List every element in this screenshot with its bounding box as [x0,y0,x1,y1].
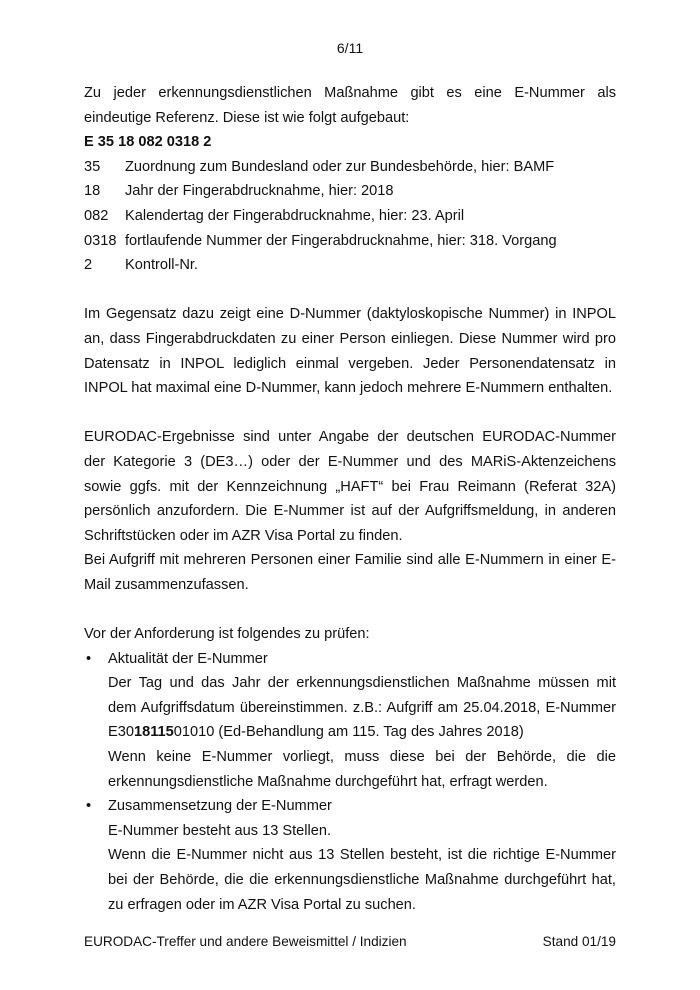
code-description: fortlaufende Nummer der Fingerabdrucknahme, hier: 318. Vorgang [125,232,557,249]
code-key: 082 [84,207,109,224]
bullet-item-aktualitaet [84,647,616,795]
bullet-title: Aktualität der E-Nummer [108,650,268,667]
bullet-icon: • [86,650,92,667]
code-key: 0318 [84,232,117,249]
code-description: Jahr der Fingerabdrucknahme, hier: 2018 [125,183,394,200]
bullet-title: Zusammensetzung der E-Nummer [108,798,332,815]
bullet-text: Wenn die E-Nummer nicht aus 13 Stellen besteht, ist die richtige E-Nummer bei der Behörde, die die erkennungsdienstliche Maßnahme durchgeführt hat, zu erfragen oder im AZR Visa Portal zu suchen. [108,847,616,913]
bullet-text [108,671,616,745]
intro-paragraph: Zu jeder erkennungsdienstlichen Maßnahme gibt es eine E-Nummer als eindeutige Referenz. Diese ist wie folgt aufgebaut: [84,85,616,126]
family-paragraph: Bei Aufgriff mit mehreren Personen einer Familie sind alle E-Nummern in einer E-Mail zusammenzufassen. [84,552,616,593]
footer-date: Stand 01/19 [542,934,616,949]
document-body [84,81,616,917]
bullet-body [108,647,616,795]
code-description: Zuordnung zum Bundesland oder zur Bundesbehörde, hier: BAMF [125,158,555,175]
spacer [84,401,616,426]
check-intro: Vor der Anforderung ist folgendes zu prüfen: [84,626,370,643]
code-description: Kontroll-Nr. [125,257,198,274]
page-number: 6/11 [336,40,364,56]
bullet-text-main: Der Tag und das Jahr der erkennungsdienstlichen Maßnahme müssen mit dem Aufgriffsdatum übereinstimmen. z.B.: Aufgriff am 25.04.2018, E-Nummer [108,675,616,716]
code-key: 2 [84,257,93,274]
code-row [84,204,616,229]
bullet-item-zusammensetzung [84,794,616,917]
bullet-text: Wenn keine E-Nummer vorliegt, muss diese bei der Behörde, die die erkennungsdienstliche Maßnahme durchgeführt hat, erfragt werden. [108,749,616,790]
example-suffix: 01010 (Ed-Behandlung am 115. Tag des Jahres 2018) [173,724,524,741]
example-highlight: 18115 [133,724,174,741]
spacer [84,597,616,622]
code-description: Kalendertag der Fingerabdrucknahme, hier: 23. April [125,207,465,224]
bullet-text: E-Nummer besteht aus 13 Stellen. [108,822,332,839]
spacer [84,278,616,303]
eurodac-paragraph: EURODAC-Ergebnisse sind unter Angabe der deutschen EURODAC-Nummer der Kategorie 3 (DE3…) oder der E-Nummer und des MARiS-Aktenzeichens sowie ggfs. mit der Kennzeichnung „HAFT“ bei Frau Reimann (Referat 32A) persönlich anzufordern. Die E-Nummer ist auf der Aufgriffsmeldung, in anderen Schriftstücken oder im AZR Visa Portal zu finden. [84,429,616,544]
code-row [84,253,616,278]
code-row [84,179,616,204]
example-e-number: E 35 18 082 0318 2 [84,134,212,151]
code-row [84,155,616,180]
code-key: 18 [84,183,101,200]
footer-title: EURODAC-Treffer und andere Beweismittel / Indizien [84,934,407,949]
bullet-body [108,794,616,917]
code-row [84,229,616,254]
e-number-structure-list [84,155,616,278]
bullet-icon: • [86,798,92,815]
example-prefix: E30 [108,724,134,741]
d-nummer-paragraph: Im Gegensatz dazu zeigt eine D-Nummer (daktyloskopische Nummer) in INPOL an, dass Fingerabdruckdaten zu einer Person einliegen. Diese Nummer wird pro Datensatz in INPOL lediglich einmal vergeben. Jeder Personendatensatz in INPOL hat maximal eine D-Nummer, kann jedoch mehrere E-Nummern enthalten. [84,306,616,397]
code-key: 35 [84,158,101,175]
